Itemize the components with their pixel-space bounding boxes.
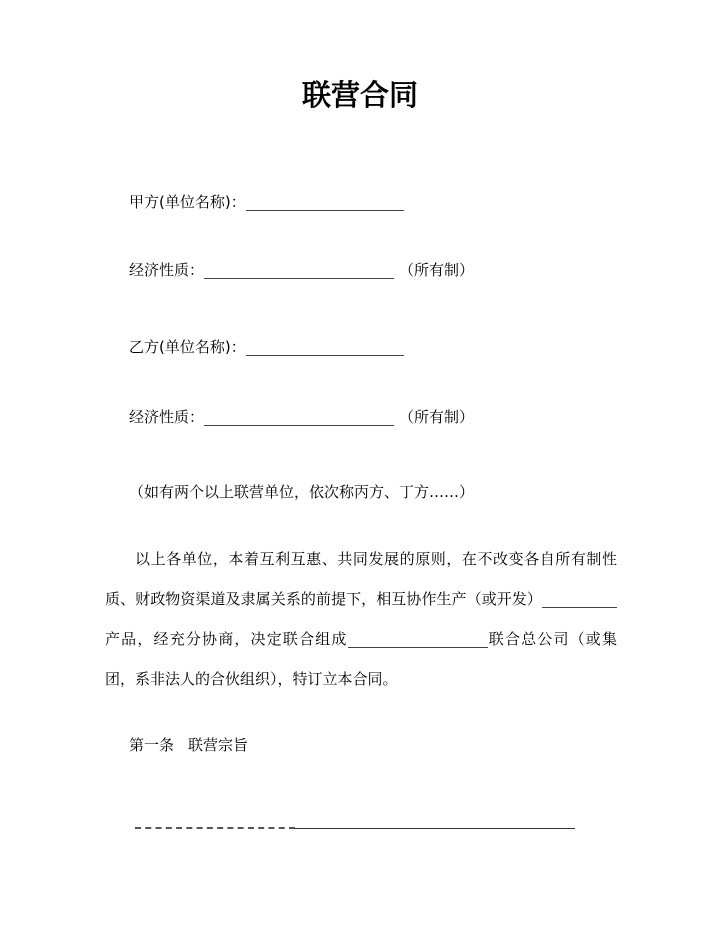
party-a-name-blank-line	[246, 194, 404, 211]
company-name-blank-line	[348, 631, 488, 648]
fill-in-rule-dashed-segment	[135, 827, 295, 829]
product-blank-line	[542, 591, 617, 608]
field-row-econ-a	[105, 260, 617, 281]
intro-part2: 产品，经充分协商，决定联合组成	[105, 630, 348, 648]
econ-b-label: 经济性质：	[129, 408, 205, 426]
econ-b-suffix: （所有制）	[399, 408, 475, 426]
party-b-name-blank-line	[246, 339, 404, 356]
doc-body	[105, 192, 617, 829]
field-row-econ-b	[105, 407, 617, 428]
econ-a-suffix: （所有制）	[399, 261, 475, 279]
party-a-label: 甲方(单位名称)：	[129, 193, 246, 211]
field-row-party-a	[105, 192, 617, 213]
section-title: 联营宗旨	[188, 736, 249, 754]
econ-a-blank-line	[204, 262, 394, 279]
doc-title: 联营合同	[301, 78, 418, 112]
party-b-label: 乙方(单位名称)：	[129, 338, 246, 356]
note-line: （如有两个以上联营单位，依次称丙方、丁方……）	[129, 483, 475, 501]
fill-in-rule-solid-segment	[295, 828, 575, 829]
intro-paragraph	[105, 539, 617, 699]
econ-a-label: 经济性质：	[129, 261, 205, 279]
section-heading	[105, 735, 617, 755]
fill-in-rule	[135, 827, 617, 829]
intro-part1: 以上各单位，本着互利互惠、共同发展的原则，在不改变各自所有制性质、财政物资渠道及隶属关系的前提下，相互协作生产（或开发）	[105, 550, 617, 608]
section-number: 第一条	[129, 736, 175, 754]
econ-b-blank-line	[204, 409, 394, 426]
field-row-party-b	[105, 337, 617, 358]
intro-part3: 联合总公司（或集团，系非法人的合伙组织），特订立本合同。	[105, 630, 617, 688]
